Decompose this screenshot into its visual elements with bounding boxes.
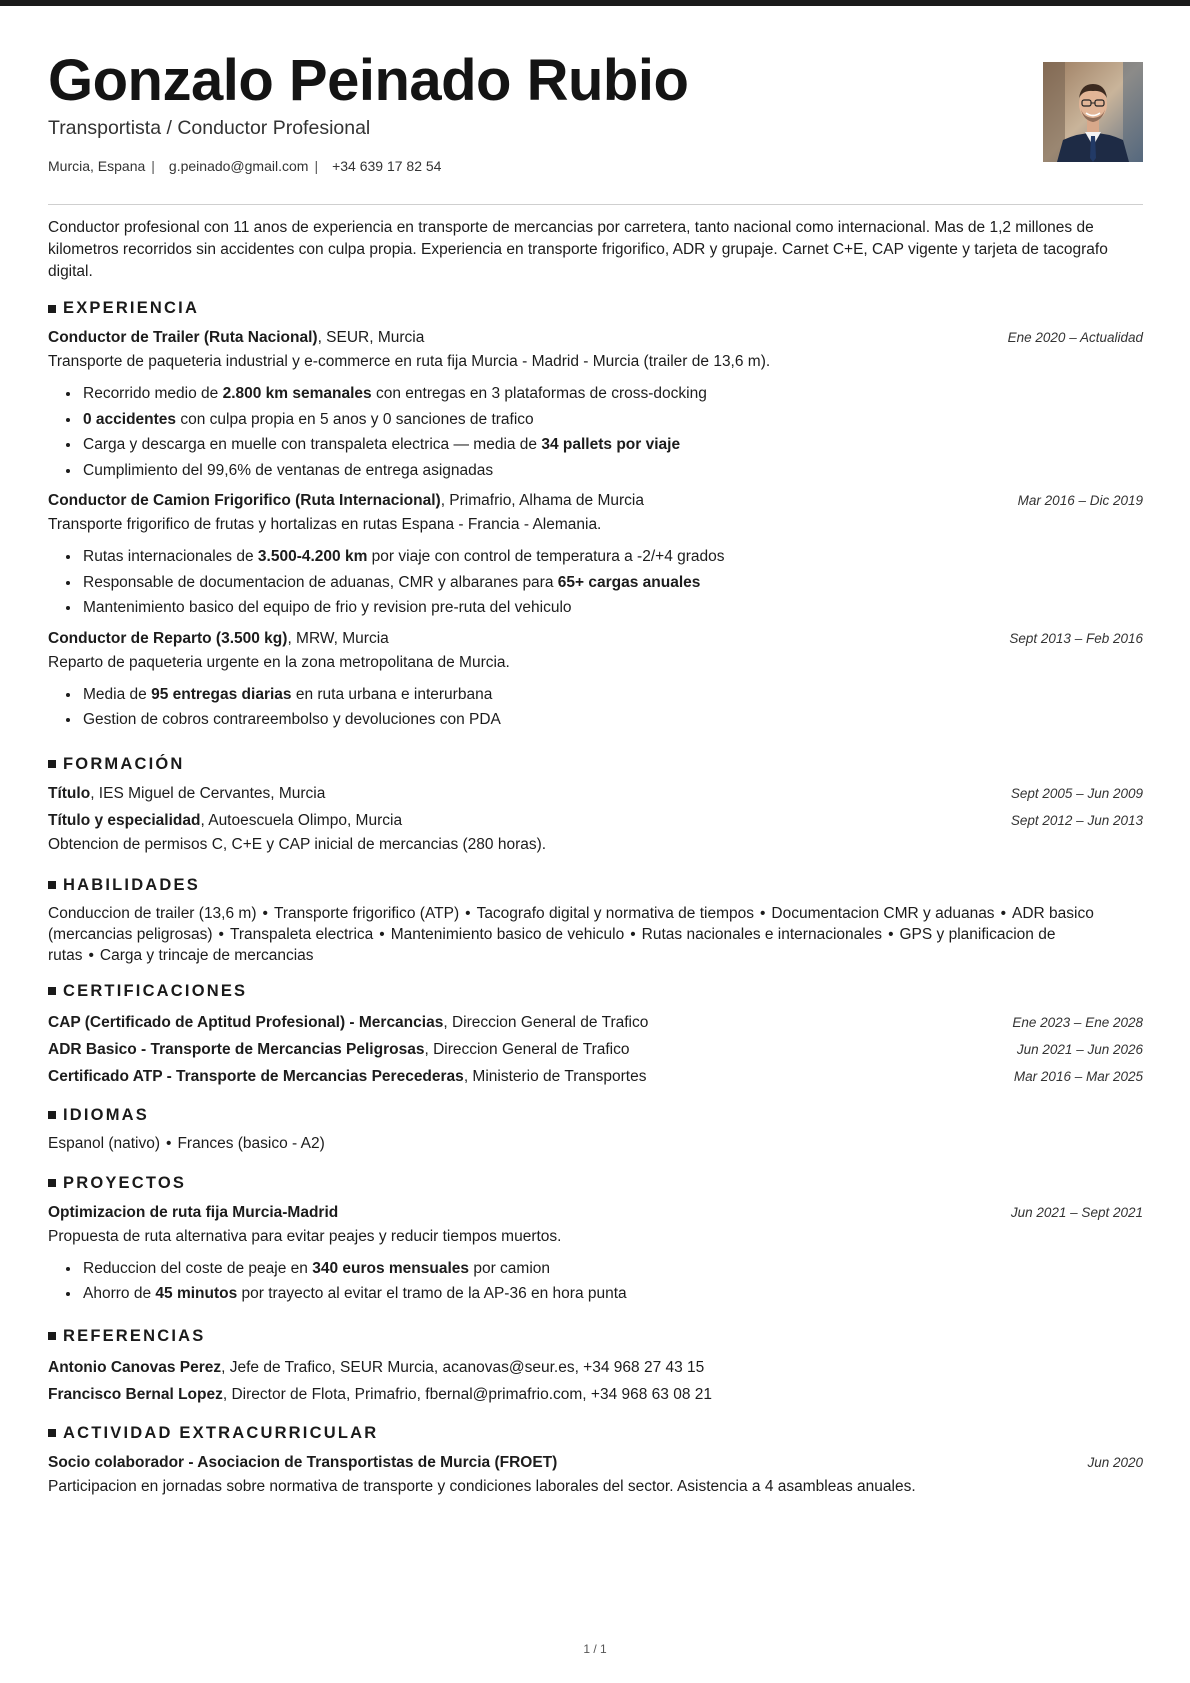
skill-item: Transporte frigorifico (ATP) bbox=[273, 904, 460, 922]
header-divider bbox=[48, 204, 1143, 205]
education-date: Sept 2005 – Jun 2009 bbox=[1010, 785, 1143, 801]
bullet-item: • Ahorro de 45 minutos por trayecto al evitar el tramo de la AP-36 en hora punta bbox=[81, 1281, 1143, 1307]
section-languages-title bbox=[48, 1106, 1143, 1125]
bullet-item: • Responsable de documentacion de aduanas, CMR y albaranes para 65+ cargas anuales bbox=[81, 570, 1143, 596]
project-name: Optimizacion de ruta fija Murcia-Madrid bbox=[48, 1203, 339, 1221]
profile-photo bbox=[1043, 62, 1143, 162]
bullet-item: • Rutas internacionales de 3.500-4.200 km por viaje con control de temperatura a -2/+4 grados bbox=[81, 544, 1143, 570]
section-heading: FORMACIÓN bbox=[63, 754, 185, 773]
section-square-icon bbox=[48, 1332, 56, 1340]
skill-item: Mantenimiento basico de vehiculo bbox=[390, 925, 625, 943]
certification-entry: ADR Basico - Transporte de Mercancias Peligrosas, Direccion General de Trafico Jun 2021 – Jun 2026 bbox=[48, 1040, 1143, 1058]
bullet-item: • Cumplimiento del 99,6% de ventanas de entrega asignadas bbox=[81, 458, 1143, 484]
section-certifications-title bbox=[48, 982, 1143, 1001]
section-square-icon bbox=[48, 1429, 56, 1437]
top-border bbox=[0, 0, 1190, 6]
skill-item: ADR basico (mercancias peligrosas) bbox=[48, 904, 1094, 943]
section-extracurricular-title bbox=[48, 1424, 1143, 1443]
job-bullets bbox=[48, 544, 1143, 621]
skill-item: Conduccion de trailer (13,6 m) bbox=[48, 904, 257, 922]
page-number: 1 / 1 bbox=[583, 1642, 607, 1656]
reference-entry: Antonio Canovas Perez, Jefe de Trafico, SEUR Murcia, acanovas@seur.es, +34 968 27 43 15 bbox=[48, 1358, 705, 1376]
education-date: Sept 2012 – Jun 2013 bbox=[1010, 812, 1143, 828]
bullet-item: • 0 accidentes con culpa propia en 5 anos y 0 sanciones de trafico bbox=[81, 407, 1143, 433]
bullet-item: • Gestion de cobros contrareembolso y devoluciones con PDA bbox=[81, 707, 1143, 733]
job-org: , SEUR, Murcia bbox=[317, 329, 425, 346]
project-description: Propuesta de ruta alternativa para evitar peajes y reducir tiempos muertos. bbox=[48, 1227, 562, 1245]
job-bullets bbox=[48, 381, 1143, 483]
section-square-icon bbox=[48, 305, 56, 313]
contact-location: Murcia, Espana bbox=[48, 157, 146, 174]
project-entry bbox=[48, 1201, 1143, 1307]
bullet-item: • Recorrido medio de 2.800 km semanales con entregas en 3 plataformas de cross-docking bbox=[81, 381, 1143, 407]
contact-line bbox=[48, 158, 1143, 174]
resume-page bbox=[48, 34, 1143, 1498]
skill-item: Carga y trincaje de mercancias bbox=[99, 946, 314, 964]
education-entry: Título y especialidad, Autoescuela Olimpo, Murcia Sept 2012 – Jun 2013 bbox=[48, 809, 1143, 833]
bullet-item: • Carga y descarga en muelle con transpaleta electrica — media de 34 pallets por viaje bbox=[81, 432, 1143, 458]
contact-separator: | bbox=[314, 157, 319, 174]
section-heading: ACTIVIDAD EXTRACURRICULAR bbox=[63, 1423, 379, 1442]
skill-item: Tacografo digital y normativa de tiempos bbox=[476, 904, 754, 922]
candidate-name: Gonzalo Peinado Rubio bbox=[48, 48, 689, 113]
skill-item: Documentacion CMR y aduanas bbox=[771, 904, 995, 922]
experience-entry bbox=[48, 627, 1143, 733]
section-square-icon bbox=[48, 760, 56, 768]
skill-item: Transpaleta electrica bbox=[229, 925, 374, 943]
job-date: Ene 2020 – Actualidad bbox=[1007, 330, 1143, 345]
profile-summary: Conductor profesional con 11 anos de experiencia en transporte de mercancias por carretera, tanto nacional como internacional. Mas de 1,2 millones de kilometros recorridos sin accidentes con culpa propia. Experiencia en transporte frigorifico, ADR y grupaje. Carnet C+E, CAP vigente y tarjeta de tacografo digital. bbox=[48, 219, 1108, 280]
job-bullets bbox=[48, 682, 1143, 733]
job-org: , Primafrio, Alhama de Murcia bbox=[440, 492, 644, 509]
job-role: Conductor de Reparto (3.500 kg) bbox=[48, 629, 288, 647]
extracurricular-description: Participacion en jornadas sobre normativa de transporte y condiciones laborales del sector. Asistencia a 4 asambleas anuales. bbox=[48, 1477, 916, 1495]
contact-separator: | bbox=[151, 157, 155, 174]
job-description: Reparto de paqueteria urgente en la zona metropolitana de Murcia. bbox=[48, 653, 510, 671]
experience-entry bbox=[48, 489, 1143, 621]
section-heading: PROYECTOS bbox=[63, 1173, 187, 1192]
section-square-icon bbox=[48, 987, 56, 995]
bullet-item: • Media de 95 entregas diarias en ruta urbana e interurbana bbox=[81, 682, 1143, 708]
section-skills-title bbox=[48, 876, 1143, 895]
section-experience-title bbox=[48, 299, 1143, 318]
certification-entry: CAP (Certificado de Aptitud Profesional) - Mercancias, Direccion General de Trafico Ene 2023 – Ene 2028 bbox=[48, 1013, 1143, 1031]
languages-list: Espanol (nativo) • Frances (basico - A2) bbox=[48, 1134, 325, 1152]
section-heading: CERTIFICACIONES bbox=[63, 981, 248, 1000]
certification-entry: Certificado ATP - Transporte de Mercancias Perecederas, Ministerio de Transportes Mar 2016 – Mar 2025 bbox=[48, 1067, 1143, 1085]
education-entry: Título, IES Miguel de Cervantes, Murcia Sept 2005 – Jun 2009 bbox=[48, 782, 1143, 806]
section-references-title bbox=[48, 1327, 1143, 1346]
job-role: Conductor de Trailer (Ruta Nacional) bbox=[48, 329, 318, 346]
skill-item: Rutas nacionales e internacionales bbox=[641, 925, 883, 943]
job-org: , MRW, Murcia bbox=[287, 629, 389, 647]
contact-phone[interactable]: +34 639 17 82 54 bbox=[332, 157, 442, 174]
section-square-icon bbox=[48, 1111, 56, 1119]
job-description: Transporte frigorifico de frutas y hortalizas en rutas Espana - Francia - Alemania. bbox=[48, 516, 602, 533]
section-heading: IDIOMAS bbox=[63, 1105, 149, 1124]
language-item: Espanol (nativo) bbox=[48, 1134, 161, 1152]
section-heading: EXPERIENCIA bbox=[63, 299, 200, 317]
section-education-title bbox=[48, 755, 1143, 774]
job-date: Mar 2016 – Dic 2019 bbox=[1017, 493, 1143, 508]
language-item: Frances (basico - A2) bbox=[177, 1134, 325, 1152]
contact-email[interactable]: g.peinado@gmail.com bbox=[168, 157, 309, 174]
section-square-icon bbox=[48, 881, 56, 889]
bullet-item: • Mantenimiento basico del equipo de frio y revision pre-ruta del vehiculo bbox=[81, 595, 1143, 621]
job-role: Conductor de Camion Frigorifico (Ruta Internacional) bbox=[48, 492, 441, 509]
section-heading: REFERENCIAS bbox=[63, 1326, 206, 1345]
bullet-item: • Reduccion del coste de peaje en 340 euros mensuales por camion bbox=[81, 1256, 1143, 1282]
project-date: Jun 2021 – Sept 2021 bbox=[1010, 1204, 1143, 1220]
section-heading: HABILIDADES bbox=[63, 875, 200, 894]
skills-list: Conduccion de trailer (13,6 m) • Transporte frigorifico (ATP) • Tacografo digital y normativa de tiempos • Documentacion CMR y aduanas • ADR basico (mercancias peligrosas) • Transpaleta electrica • Mantenimiento basico de vehiculo • Rutas nacionales e internacionales • GPS y planificacion de rutas • Carga y trincaje de mercancias bbox=[48, 904, 1094, 964]
section-square-icon bbox=[48, 1179, 56, 1187]
experience-entry bbox=[48, 326, 1143, 483]
education-description: Obtencion de permisos C, C+E y CAP inicial de mercancias (280 horas). bbox=[48, 835, 547, 853]
job-date: Sept 2013 – Feb 2016 bbox=[1009, 630, 1143, 646]
resume-header bbox=[48, 48, 1143, 204]
skill-item: GPS y planificacion de rutas bbox=[48, 925, 1056, 964]
project-bullets bbox=[48, 1256, 1143, 1307]
job-description: Transporte de paqueteria industrial y e-commerce en ruta fija Murcia - Madrid - Murcia (trailer de 13,6 m). bbox=[48, 353, 771, 370]
extracurricular-entry: Socio colaborador - Asociacion de Transportistas de Murcia (FROET) Jun 2020 bbox=[48, 1453, 1143, 1471]
reference-entry: Francisco Bernal Lopez, Director de Flota, Primafrio, fbernal@primafrio.com, +34 968 63 08 21 bbox=[48, 1385, 712, 1403]
section-projects-title bbox=[48, 1174, 1143, 1193]
candidate-role: Transportista / Conductor Profesional bbox=[48, 116, 371, 139]
